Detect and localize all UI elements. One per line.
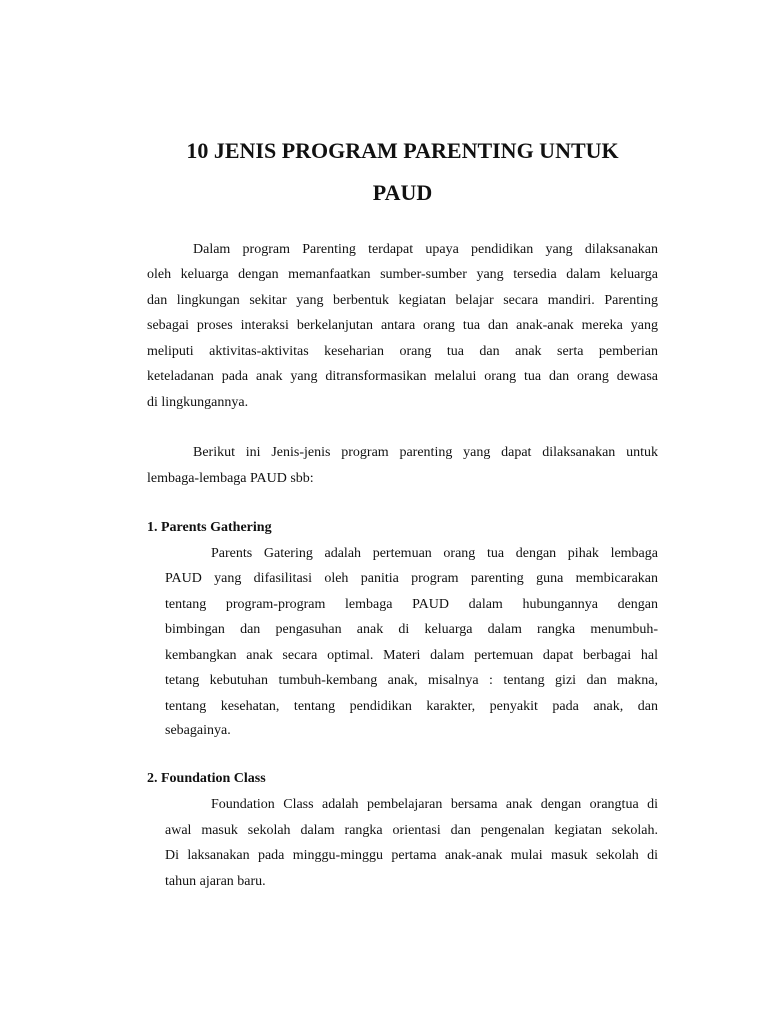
section-line: tetang kebutuhan tumbuh-kembang anak, misalnya : tentang gizi dan makna, — [165, 673, 658, 688]
section-line: awal masuk sekolah dalam rangka orientasi dan pengenalan kegiatan sekolah. — [165, 823, 658, 838]
intro-line: di lingkungannya. — [147, 395, 249, 410]
section-line: tahun ajaran baru. — [165, 874, 266, 889]
document-title-line-2: PAUD — [372, 180, 433, 205]
intro-line: oleh keluarga dengan memanfaatkan sumber-sumber yang tersedia dalam keluarga — [147, 267, 658, 282]
intro-line: keteladanan pada anak yang ditransformasikan melalui orang tua dan orang dewasa — [147, 369, 658, 384]
section-line: Parents Gatering adalah pertemuan orang tua dengan pihak lembaga — [211, 546, 658, 561]
section-line: tentang kesehatan, tentang pendidikan karakter, penyakit pada anak, dan — [165, 699, 658, 714]
section-line: bimbingan dan pengasuhan anak di keluarga dalam rangka menumbuh- — [165, 622, 658, 637]
section-line: Foundation Class adalah pembelajaran bersama anak dengan orangtua di — [211, 797, 658, 812]
section-line: PAUD yang difasilitasi oleh panitia program parenting guna membicarakan — [165, 571, 658, 586]
section-heading: 2. Foundation Class — [147, 771, 266, 786]
intro-line: meliputi aktivitas-aktivitas keseharian orang tua dan anak serta pemberian — [147, 344, 658, 359]
intro-line: dan lingkungan sekitar yang berbentuk kegiatan belajar secara mandiri. Parenting — [147, 293, 658, 308]
intro-line: sebagai proses interaksi berkelanjutan antara orang tua dan anak-anak mereka yang — [147, 318, 658, 333]
lead-line: Berikut ini Jenis-jenis program parenting yang dapat dilaksanakan untuk — [193, 445, 658, 460]
section-heading: 1. Parents Gathering — [147, 520, 272, 535]
document-title-line-1: 10 JENIS PROGRAM PARENTING UNTUK — [186, 138, 619, 163]
section-line: sebagainya. — [165, 723, 231, 738]
lead-line: lembaga-lembaga PAUD sbb: — [147, 471, 314, 486]
intro-line: Dalam program Parenting terdapat upaya pendidikan yang dilaksanakan — [193, 242, 658, 257]
section-line: Di laksanakan pada minggu-minggu pertama anak-anak mulai masuk sekolah di — [165, 848, 658, 863]
section-line: tentang program-program lembaga PAUD dalam hubungannya dengan — [165, 597, 658, 612]
section-line: kembangkan anak secara optimal. Materi dalam pertemuan dapat berbagai hal — [165, 648, 658, 663]
